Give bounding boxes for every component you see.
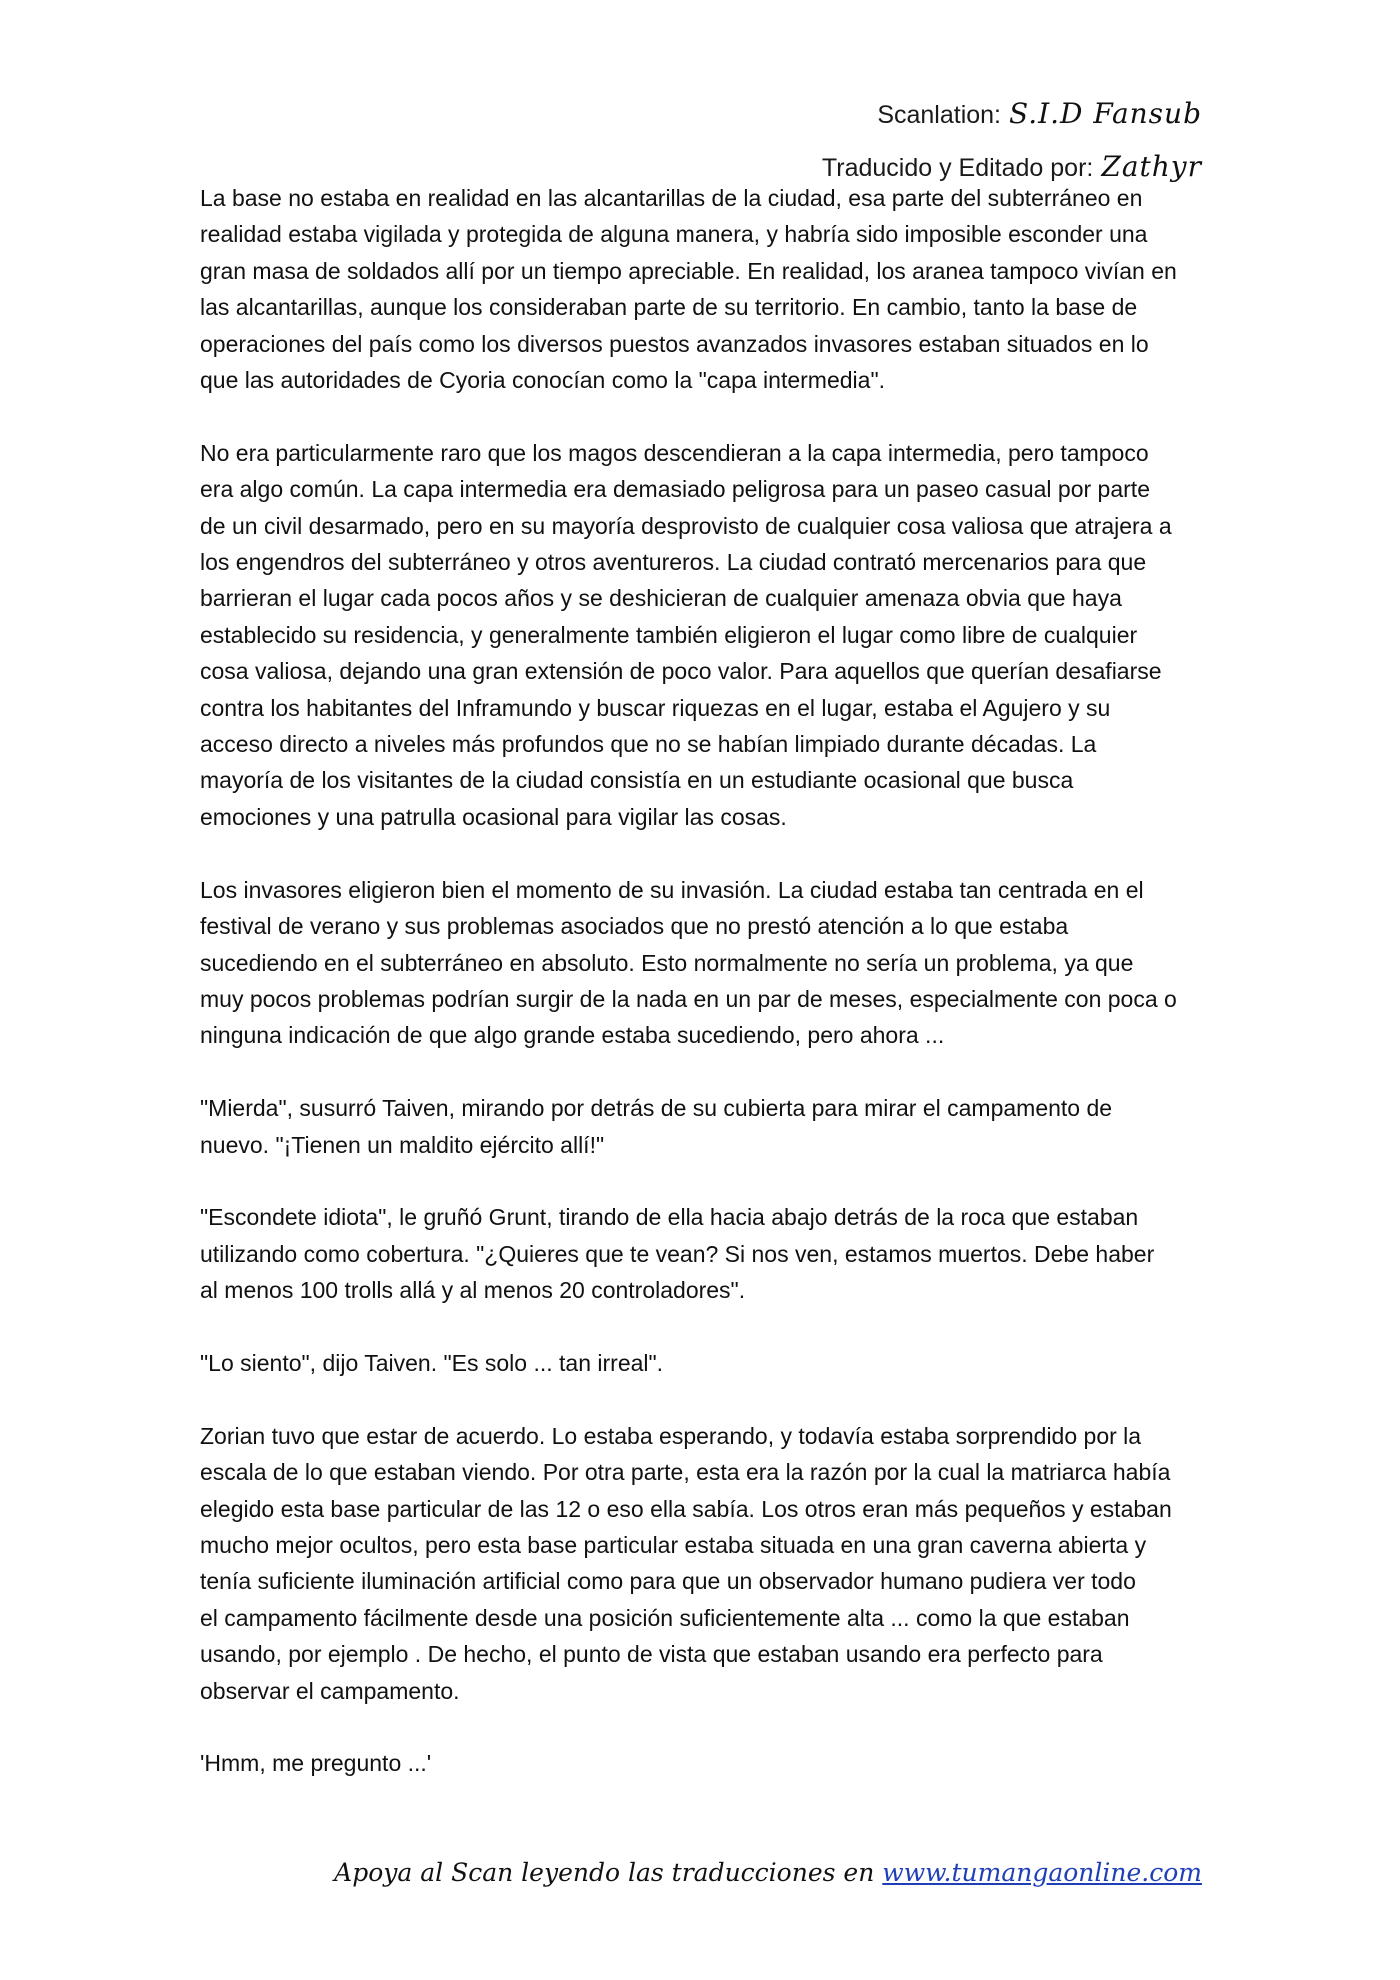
paragraph: "Escondete idiota", le gruñó Grunt, tirando de ella hacia abajo detrás de la roca que estaban utilizando como cobertura. "¿Quieres que te vean? Si nos ven, estamos muertos. Debe haber al menos 100 trolls allá y al menos 20 controladores".	[200, 1204, 1155, 1304]
support-footer	[334, 1858, 1202, 1887]
scanlation-credit	[822, 88, 1202, 141]
paragraph: No era particularmente raro que los magos descendieran a la capa intermedia, pero tampoco era algo común. La capa intermedia era demasiado peligrosa para un paseo casual por parte de un civil desarmado, pero en su mayoría desprovisto de cualquier cosa valiosa que atrajera a los engendros del subterráneo y otros aventureros. La ciudad contrató mercenarios para que barrieran el lugar cada pocos años y se deshicieran de cualquier amenaza obvia que haya establecido su residencia, y generalmente también eligieron el lugar como libre de cualquier cosa valiosa, dejando una gran extensión de poco valor. Para aquellos que querían desafiarse contra los habitantes del Inframundo y buscar riquezas en el lugar, estaba el Agujero y su acceso directo a niveles más profundos que no se habían limpiado durante décadas. La mayoría de los visitantes de la ciudad consistía en un estudiante ocasional que busca emociones y una patrulla ocasional para vigilar las cosas.	[200, 439, 1172, 830]
translator-label: Traducido y Editado por:	[821, 154, 1094, 182]
chapter-body	[200, 180, 1200, 1818]
paragraph: Zorian tuvo que estar de acuerdo. Lo estaba esperando, y todavía estaba sorprendido por la escala de lo que estaban viendo. Por otra parte, esta era la razón por la cual la matriarca había elegido esta base particular de las 12 o eso ella sabía. Los otros eran más pequeños y estaban mucho mejor ocultos, pero esta base particular estaba situada en una gran caverna abierta y tenía suficiente iluminación artificial como para que un observador humano pudiera ver todo el campamento fácilmente desde una posición suficientemente alta ... como la que estaban usando, por ejemplo . De hecho, el punto de vista que estaban usando era perfecto para observar el campamento.	[200, 1422, 1172, 1704]
translator-name: Zathyr	[1101, 150, 1202, 183]
scanlation-label: Scanlation:	[877, 101, 1002, 129]
paragraph: La base no estaba en realidad en las alcantarillas de la ciudad, esa parte del subterráneo en realidad estaba vigilada y protegida de alguna manera, y habría sido imposible esconder una gran masa de soldados allí por un tiempo apreciable. En realidad, los aranea tampoco vivían en las alcantarillas, aunque los consideraban parte de su territorio. En cambio, tanto la base de operaciones del país como los diversos puestos avanzados invasores estaban situados en lo que las autoridades de Cyoria conocían como la "capa intermedia".	[200, 185, 1177, 394]
footer-text: Apoya al Scan leyendo las traducciones en	[334, 1858, 875, 1887]
paragraph: "Lo siento", dijo Taiven. "Es solo ... tan irreal".	[200, 1349, 664, 1376]
credits-header	[822, 88, 1202, 194]
paragraph: "Mierda", susurró Taiven, mirando por detrás de su cubierta para mirar el campamento de nuevo. "¡Tienen un maldito ejército allí!"	[200, 1095, 1113, 1158]
paragraph: 'Hmm, me pregunto ...'	[200, 1750, 432, 1777]
footer-link[interactable]: www.tumangaonline.com	[882, 1858, 1202, 1887]
paragraph: Los invasores eligieron bien el momento de su invasión. La ciudad estaba tan centrada en el festival de verano y sus problemas asociados que no prestó atención a lo que estaba sucediendo en el subterráneo en absoluto. Esto normalmente no sería un problema, ya que muy pocos problemas podrían surgir de la nada en un par de meses, especialmente con poca o ninguna indicación de que algo grande estaba sucediendo, pero ahora ...	[200, 876, 1177, 1049]
scanlation-group-name: S.I.D Fansub	[1009, 97, 1202, 130]
